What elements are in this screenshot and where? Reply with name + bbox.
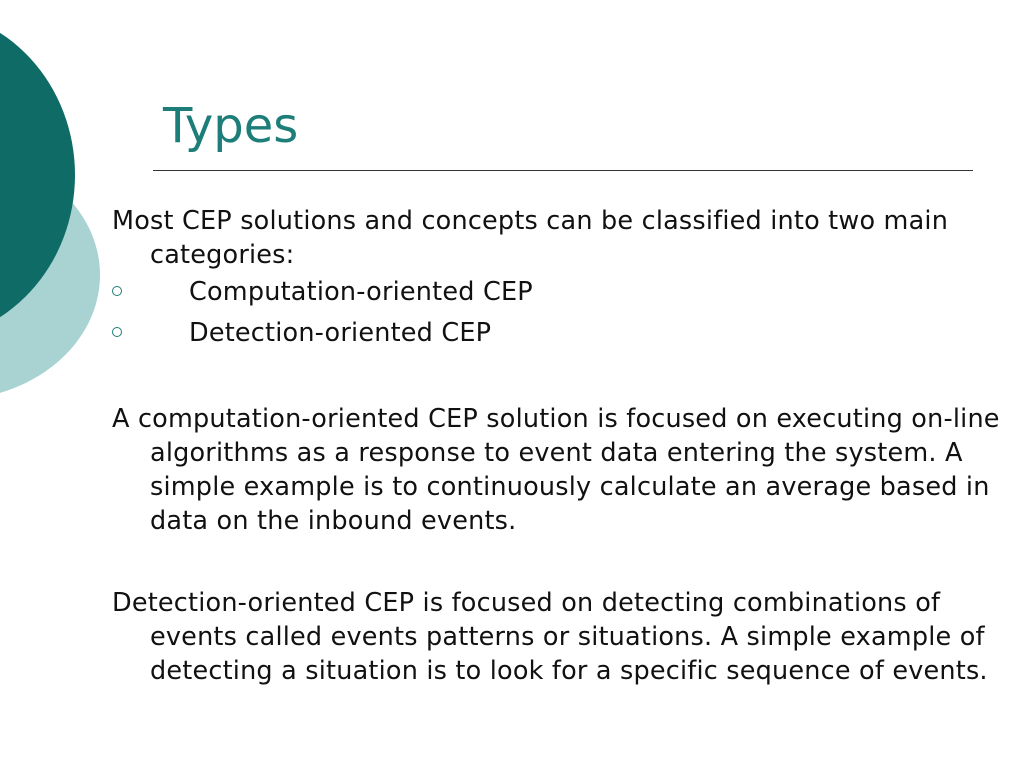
intro-paragraph: Most CEP solutions and concepts can be classified into two main categories: <box>112 206 949 270</box>
bullet-text: Computation-oriented CEP <box>189 277 533 307</box>
detection-paragraph: Detection-oriented CEP is focused on detecting combinations of events called events patterns or situations. A simple example of detecting a situation is to look for a specific sequence of events. <box>112 588 988 686</box>
spacer <box>112 354 1012 402</box>
bullet-text: Detection-oriented CEP <box>189 318 492 348</box>
hollow-circle-bullet-icon <box>112 327 122 337</box>
bullet-item <box>112 313 1012 354</box>
spacer <box>112 538 1012 586</box>
slide-body <box>112 204 1012 688</box>
computation-paragraph: A computation-oriented CEP solution is focused on executing on-line algorithms as a response to event data entering the system. A simple example is to continuously calculate an average based in data on the inbound events. <box>112 404 1000 536</box>
hollow-circle-bullet-icon <box>112 286 122 296</box>
title-divider <box>153 170 973 171</box>
bullet-item <box>112 272 1012 313</box>
slide-title: Types <box>163 98 299 154</box>
